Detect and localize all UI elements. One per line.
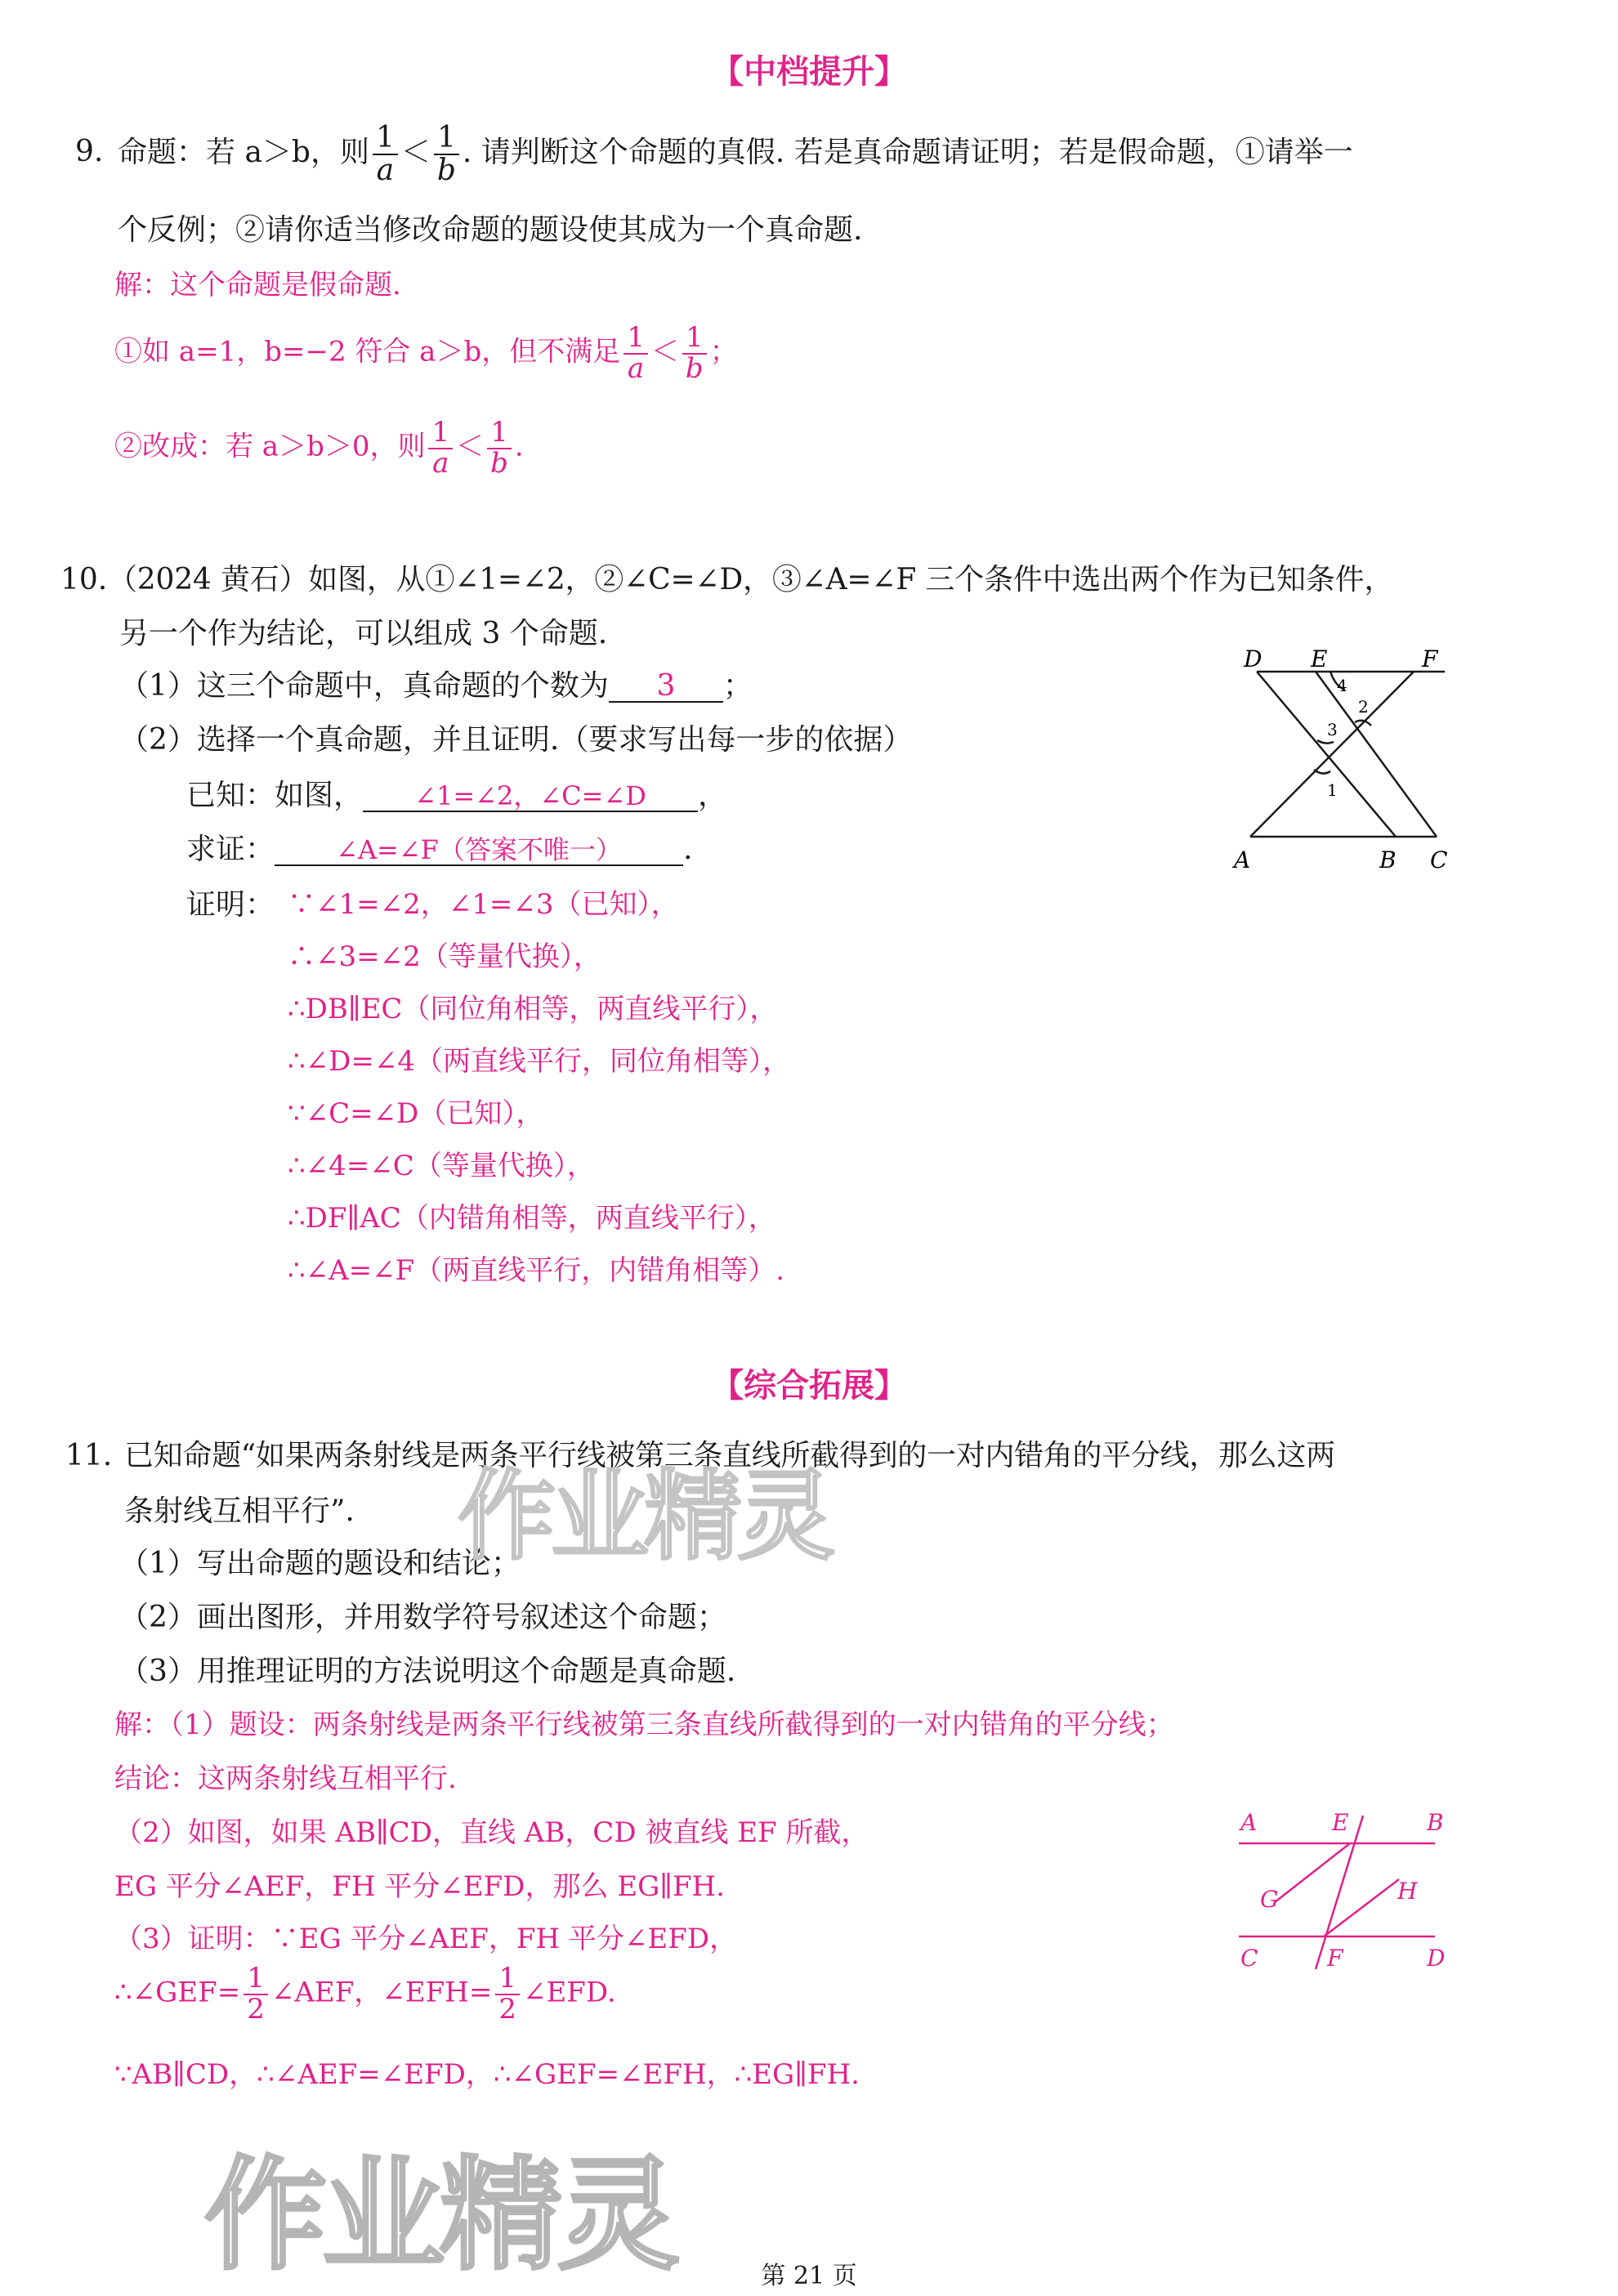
q10-part1-blank (609, 669, 723, 703)
angle-2: 2 (1358, 697, 1369, 717)
q9-stem-a: 命题：若 a＞b，则 (118, 135, 369, 169)
q9-stem-line1 (118, 123, 1353, 186)
q10-given-end: ， (698, 779, 728, 812)
q10-part2: （2）选择一个真命题，并且证明.（要求写出每一步的依据） (119, 723, 913, 757)
q10-figure (1226, 636, 1471, 881)
label-C: C (1430, 846, 1448, 873)
label-A: A (1240, 1809, 1258, 1836)
q9-frac-1a: $\frac{1}{a}$ (373, 123, 398, 186)
q9-stem-b: . 请判断这个命题的真假. 若是真命题请证明；若是假命题，①请举一 (462, 135, 1353, 169)
q11-answer-6 (114, 1964, 616, 2024)
angle-4: 4 (1337, 676, 1348, 695)
q11-answer-line: （3）证明：∵EG 平分∠AEF，FH 平分∠EFD， (114, 1923, 738, 1955)
label-F: F (1422, 645, 1438, 672)
angle-1: 1 (1327, 780, 1338, 800)
q10-prove-answer: ∠A=∠F（答案不唯一） (336, 834, 622, 865)
q10-given-label: 已知：如图， (186, 779, 364, 812)
q9-answer-3-end: . (514, 430, 524, 463)
label-B: B (1379, 846, 1397, 873)
q11-answer-6-a: ∴∠GEF= (114, 1976, 241, 2009)
q10-prove (186, 835, 692, 866)
q10-proof-line: ∴∠D=∠4（两直线平行，同位角相等）， (288, 1045, 790, 1078)
label-D: D (1244, 645, 1263, 672)
q10-proof-line: ∴∠A=∠F（两直线平行，内错角相等）. (288, 1254, 785, 1287)
q11-part2: （2）画出图形，并用数学符号叙述这个命题； (119, 1601, 726, 1634)
label-E: E (1332, 1809, 1349, 1836)
half-fraction: $\frac{1}{2}$ (244, 1964, 268, 2024)
q11-part1: （1）写出命题的题设和结论； (119, 1547, 521, 1580)
less-than-sign: ＜ (400, 135, 431, 169)
page-number: 第 21 页 (761, 2262, 857, 2290)
q10-proof-line: ∴∠4=∠C（等量代换）， (288, 1150, 595, 1182)
q9-answer-2-text: ①如 a=1，b=−2 符合 a＞b，但不满足 (114, 335, 621, 369)
label-F: F (1327, 1945, 1343, 1972)
q10-proof-line: ∴∠3=∠2（等量代换）， (288, 940, 601, 973)
section-title-ext: 【综合拓展】 (711, 1367, 907, 1405)
q11-answer-6-b: ∠AEF，∠EFH= (270, 1976, 493, 2009)
angle-3: 3 (1327, 720, 1338, 739)
label-E: E (1311, 645, 1328, 672)
q11-number: 11. (65, 1439, 113, 1472)
q11-answer-7: ∵AB∥CD，∴∠AEF=∠EFD，∴∠GEF=∠EFH，∴EG∥FH. (114, 2058, 860, 2091)
label-G: G (1260, 1886, 1279, 1913)
q9-answer-3-frac-b: $\frac{1}{b}$ (487, 418, 512, 478)
q10-prove-blank (275, 835, 683, 866)
q11-part3: （3）用推理证明的方法说明这个命题是真命题. (119, 1655, 736, 1688)
less-than-sign: ＜ (650, 335, 679, 369)
q10-proof-line: ∵∠C=∠D（已知）， (288, 1097, 544, 1130)
label-B: B (1427, 1809, 1444, 1836)
line-AF (1250, 672, 1414, 837)
label-H: H (1397, 1878, 1418, 1905)
watermark-mid: 作业精灵 (458, 1460, 830, 1574)
label-D: D (1427, 1945, 1446, 1972)
q10-prove-label: 求证： (186, 833, 275, 866)
q9-frac-1b: $\frac{1}{b}$ (434, 123, 459, 186)
q11-stem-line2: 条射线互相平行”. (124, 1494, 355, 1528)
label-A: A (1234, 846, 1251, 873)
q10-part1 (119, 669, 753, 703)
q11-answer-line: EG 平分∠AEF，FH 平分∠EFD，那么 EG∥FH. (114, 1870, 725, 1903)
label-C: C (1240, 1945, 1258, 1972)
q9-answer-2-frac-b: $\frac{1}{b}$ (682, 324, 707, 383)
q10-proof-line: ∵∠1=∠2，∠1=∠3（已知）， (288, 888, 679, 921)
q9-answer-2-frac-a: $\frac{1}{a}$ (624, 324, 648, 383)
q9-answer-1: 解：这个命题是假命题. (114, 269, 401, 302)
q10-part1-text: （1）这三个命题中，真命题的个数为 (119, 669, 609, 703)
q10-number: 10. (60, 563, 108, 596)
q9-answer-3-frac-a: $\frac{1}{a}$ (428, 418, 453, 478)
q10-given-blank (363, 781, 698, 812)
watermark-bottom: 作业精灵 (204, 2145, 676, 2287)
half-fraction: $\frac{1}{2}$ (495, 1964, 520, 2024)
q11-answer-6-c: ∠EFD. (522, 1976, 616, 2009)
q10-part1-answer: 3 (656, 669, 676, 703)
q10-given (186, 781, 727, 812)
q11-answer-line: 解：（1）题设：两条射线是两条平行线被第三条直线所截得到的一对内错角的平分线； (114, 1709, 1174, 1741)
less-than-sign: ＜ (456, 430, 485, 463)
q10-proof-line: ∴DF∥AC（内错角相等，两直线平行）， (288, 1202, 776, 1235)
q11-answer-line: 结论：这两条射线互相平行. (114, 1762, 457, 1795)
q9-stem-line2: 个反例；②请你适当修改命题的题设使其成为一个真命题. (118, 213, 863, 247)
q10-given-answer: ∠1=∠2，∠C=∠D (414, 780, 646, 811)
q10-stem-line1: （2024 黄石）如图，从①∠1=∠2，②∠C=∠D，③∠A=∠F 三个条件中选出两个作为已知条件， (108, 563, 1394, 596)
q9-answer-3-text: ②改成：若 a＞b＞0，则 (114, 430, 426, 463)
q9-answer-2-end: ； (709, 335, 738, 369)
q11-figure (1218, 1794, 1463, 1982)
q9-answer-3 (114, 418, 524, 478)
q11-stem-line1: 已知命题“如果两条射线是两条平行线被第三条直线所截得到的一对内错角的平分线，那么这两 (124, 1439, 1335, 1472)
q9-answer-2 (114, 321, 738, 385)
q10-stem-line2: 另一个作为结论，可以组成 3 个命题. (119, 617, 608, 650)
q10-proof-line: ∴DB∥EC（同位角相等，两直线平行）， (288, 993, 778, 1025)
section-title-mid: 【中档提升】 (711, 53, 907, 91)
q10-proof-label: 证明： (186, 888, 275, 922)
q10-part1-end: ； (722, 669, 753, 703)
q10-prove-end: . (683, 833, 693, 866)
q9-number: 9. (75, 135, 104, 168)
q11-answer-line: （2）如图，如果 AB∥CD，直线 AB，CD 被直线 EF 所截， (114, 1816, 869, 1849)
